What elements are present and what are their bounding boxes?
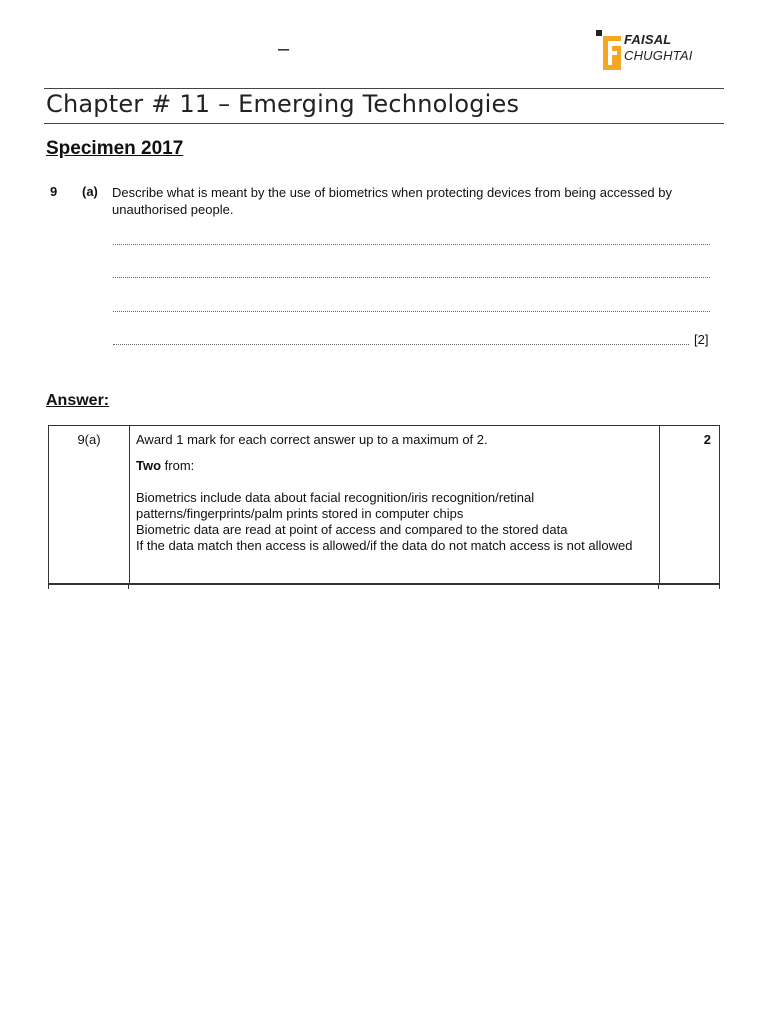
mark-scheme-question-id: 9(a) — [77, 432, 101, 447]
faisal-chughtai-logo — [596, 28, 726, 74]
answer-line — [113, 311, 710, 312]
mark-scheme-answer — [136, 432, 656, 554]
header-dash: – — [278, 38, 290, 60]
section-title: Specimen 2017 — [46, 138, 184, 159]
mark-scheme-intro: Award 1 mark for each correct answer up to a maximum of 2. — [136, 432, 488, 447]
mark-scheme-point: Biometric data are read at point of access and compared to the stored data — [136, 522, 568, 537]
table-divider — [659, 426, 660, 583]
logo-text-chughtai: CHUGHTAI — [624, 48, 693, 63]
question-part: (a) — [82, 184, 98, 199]
mark-scheme-point: If the data match then access is allowed/if the data do not match access is not allowed — [136, 538, 633, 553]
mark-scheme-point: Biometrics include data about facial recognition/iris recognition/retinal patterns/fingerprints/palm prints stored in computer chips — [136, 490, 535, 521]
table-continuation-ticks — [48, 585, 720, 589]
mark-scheme-two-from — [136, 458, 656, 474]
chapter-title: Chapter # 11 – Emerging Technologies — [46, 90, 520, 118]
answer-line — [113, 244, 710, 245]
answer-heading: Answer: — [46, 392, 110, 409]
question-marks: [2] — [694, 332, 709, 347]
question-text: Describe what is meant by the use of biometrics when protecting devices from being accessed by unauthorised people. — [112, 185, 672, 217]
table-divider — [129, 426, 130, 583]
logo-mark-icon — [596, 28, 622, 72]
mark-scheme-table — [48, 425, 720, 585]
logo-text-faisal: FAISAL — [624, 32, 672, 47]
question-number: 9 — [50, 184, 58, 199]
title-rule-top — [44, 88, 724, 89]
mark-scheme-points — [136, 490, 656, 554]
title-rule-bottom — [44, 123, 724, 124]
two-rest: from: — [161, 458, 195, 473]
two-bold: Two — [136, 458, 162, 473]
answer-line — [113, 277, 710, 278]
mark-scheme-marks: 2 — [703, 432, 711, 447]
answer-line — [113, 344, 689, 345]
